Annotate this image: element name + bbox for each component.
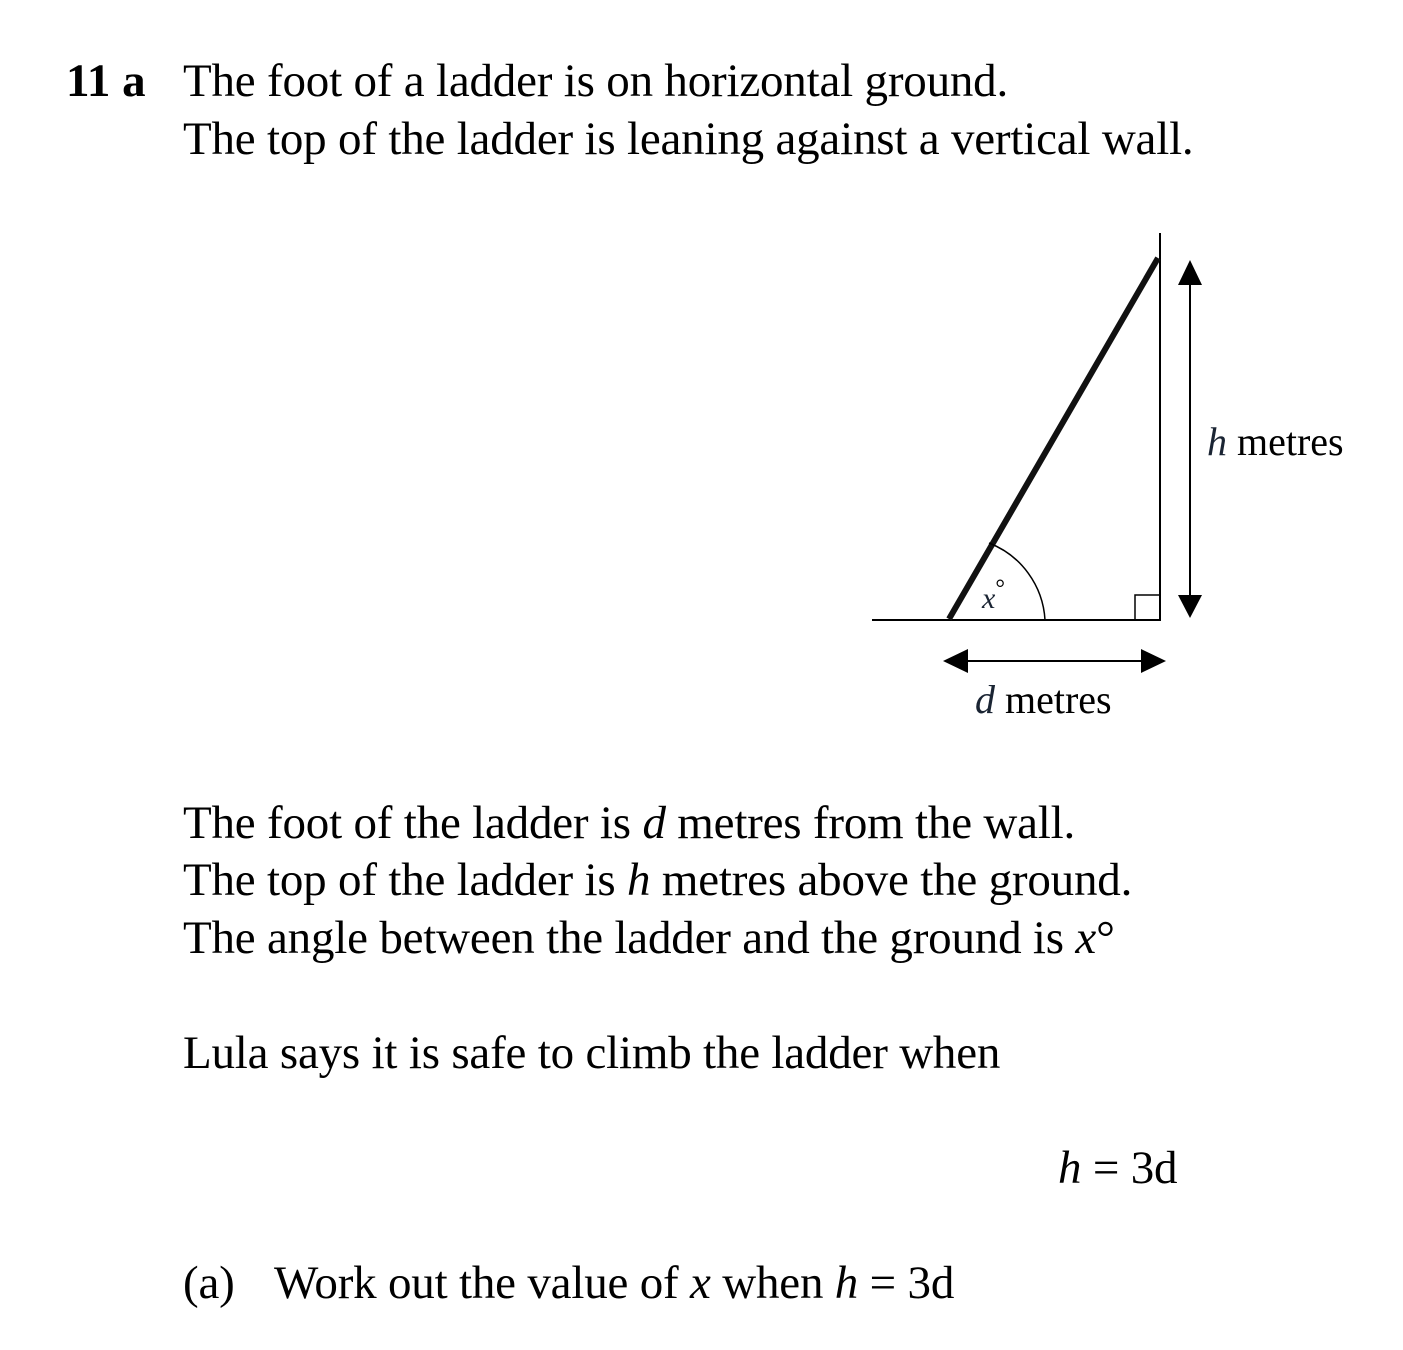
part-a-label: (a) (183, 1257, 235, 1309)
variable-h: h (626, 854, 651, 906)
description-line-2 (183, 854, 1133, 906)
height-arrow-up-icon (1178, 260, 1202, 285)
equation (1058, 1142, 1178, 1194)
height-arrow-down-icon (1178, 595, 1202, 618)
variable-h: h (1058, 1142, 1082, 1194)
text: ° (1096, 912, 1115, 964)
claim-text: Lula says it is safe to climb the ladder when (183, 1027, 1001, 1079)
distance-arrow-right-icon (1141, 649, 1166, 673)
description-line-3 (183, 912, 1115, 964)
variable-x: x (690, 1257, 711, 1309)
text: = 3d (1081, 1142, 1178, 1194)
description-line-1 (183, 797, 1076, 849)
distance-label: d metres (975, 677, 1112, 722)
text: The foot of the ladder is (183, 797, 643, 849)
part-a-text (274, 1257, 955, 1309)
question-number: 11 a (66, 55, 146, 107)
intro-line-1: The foot of a ladder is on horizontal ground. (183, 55, 1009, 107)
text: metres above the ground. (650, 854, 1133, 906)
variable-d: d (642, 797, 666, 849)
variable-h: h (834, 1257, 859, 1309)
angle-label: x° (982, 576, 1005, 615)
text: The angle between the ladder and the ground is (183, 912, 1076, 964)
ladder-line (949, 258, 1158, 619)
text: = 3d (858, 1257, 955, 1309)
text: The top of the ladder is (183, 854, 627, 906)
height-label: h metres (1207, 419, 1344, 464)
text: Work out the value of (274, 1257, 691, 1309)
distance-arrow-left-icon (943, 649, 968, 673)
intro-line-2: The top of the ladder is leaning against a vertical wall. (183, 113, 1194, 165)
right-angle-marker (1135, 595, 1160, 620)
text: metres from the wall. (665, 797, 1076, 849)
text: when (710, 1257, 835, 1309)
variable-x: x (1075, 912, 1097, 964)
